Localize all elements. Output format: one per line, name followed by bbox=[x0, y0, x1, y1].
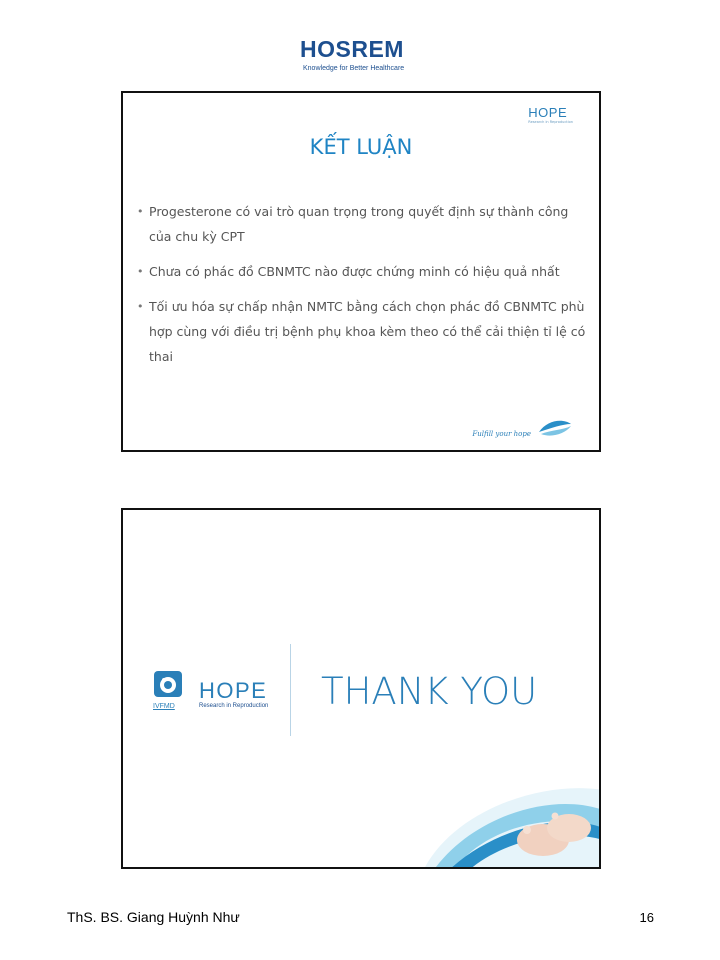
slide-conclusion bbox=[121, 91, 601, 452]
hosrem-logo bbox=[300, 36, 420, 80]
hosrem-tagline: Knowledge for Better Healthcare bbox=[303, 65, 405, 72]
hope-logo-word: HOPE bbox=[199, 678, 268, 703]
bullet-item: • Chưa có phác đồ CBNMTC nào được chứng minh có hiệu quả nhất bbox=[137, 259, 589, 284]
thank-you-heading: THANK YOU bbox=[321, 670, 538, 713]
hosrem-logo-text: HOSREM bbox=[300, 36, 404, 62]
bullet-item: • Tối ưu hóa sự chấp nhận NMTC bằng cách chọn phác đồ CBNMTC phù hợp cùng với điều trị bệnh phụ khoa kèm theo có thể cải thiện tỉ lệ có thai bbox=[137, 294, 589, 369]
hope-logo-word: HOPE bbox=[528, 105, 568, 120]
baby-feet-wave-graphic bbox=[123, 510, 601, 869]
hope-logo-subtitle: Research in Reproduction bbox=[199, 703, 269, 709]
fulfill-your-hope-mark bbox=[472, 418, 573, 438]
ivfmd-label: IVFMD bbox=[153, 703, 175, 710]
hope-logo-subtitle: Research in Reproduction bbox=[528, 120, 573, 124]
bullet-list bbox=[137, 199, 589, 379]
fulfill-tagline: Fulfill your hope bbox=[472, 430, 531, 438]
hope-logo-small bbox=[528, 105, 573, 124]
page-number: 16 bbox=[639, 910, 654, 925]
bullet-item: • Progesterone có vai trò quan trọng trong quyết định sự thành công của chu kỳ CPT bbox=[137, 199, 589, 249]
leaf-wave-icon bbox=[537, 418, 573, 438]
slide-thank-you bbox=[121, 508, 601, 869]
footer-author: ThS. BS. Giang Huỳnh Như bbox=[67, 909, 240, 925]
slide-title: KẾT LUẬN bbox=[309, 135, 413, 159]
